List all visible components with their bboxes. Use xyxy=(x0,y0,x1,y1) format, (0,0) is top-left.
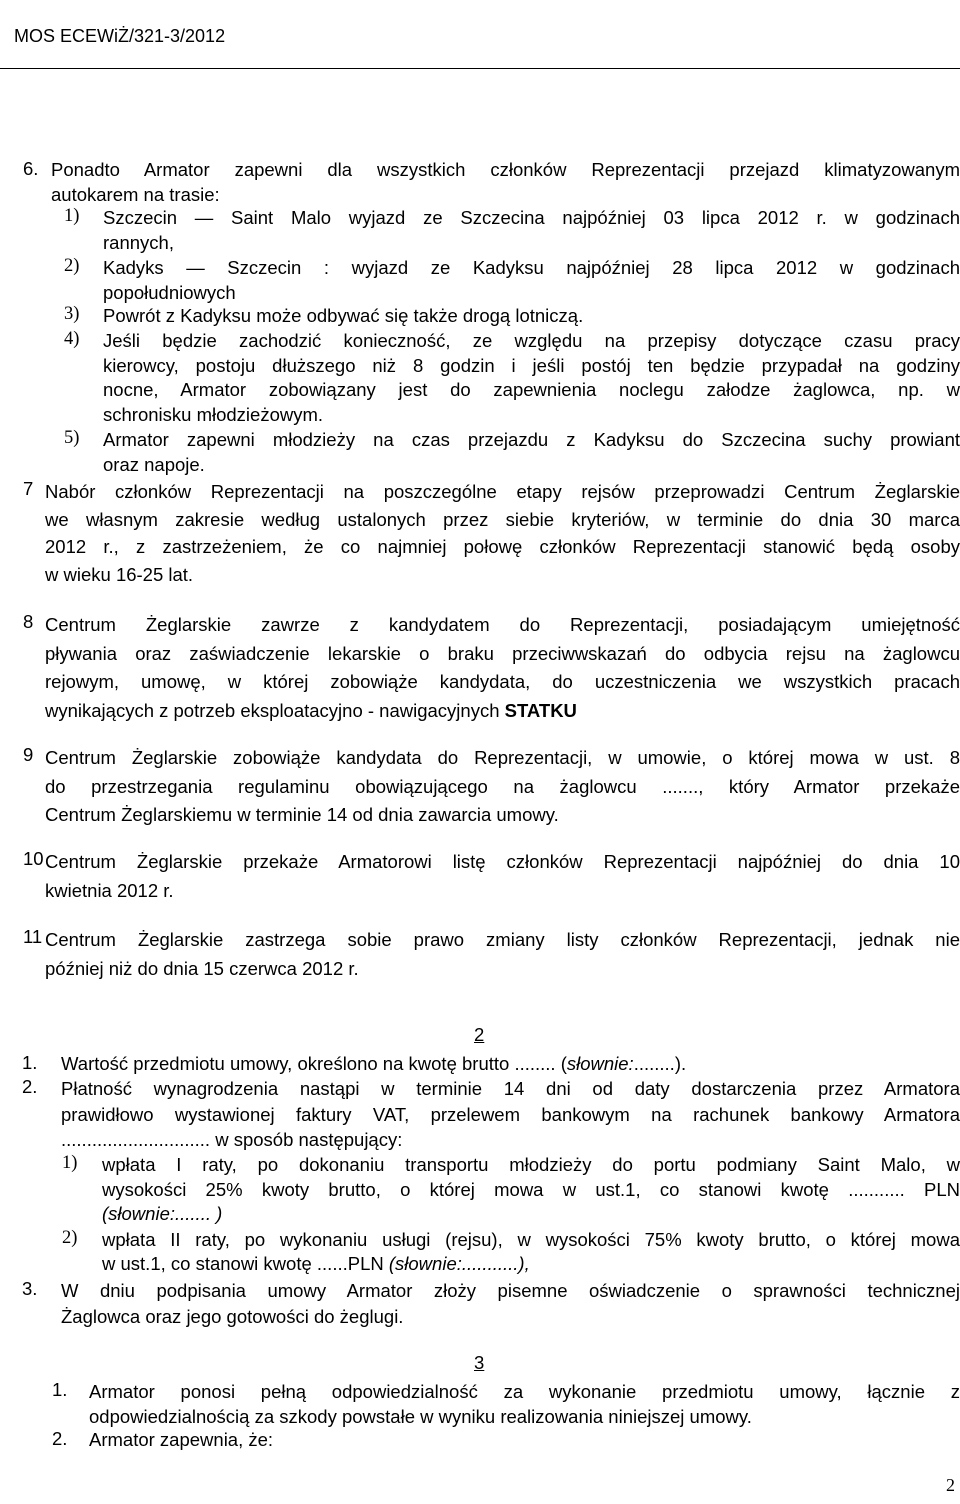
item-10-line-1: Centrum Żeglarskie przekaże Armatorowi listę członków Reprezentacji najpóźniej do dnia 10 xyxy=(45,851,960,872)
item-11-number: 11 xyxy=(23,926,43,947)
section-3-heading: 3 xyxy=(474,1352,485,1373)
item-7-line-3: 2012 r., z zastrzeżeniem, że co najmniej połowę członków Reprezentacji stanowić będą osoby xyxy=(45,536,960,557)
section-2-p2-line-2: prawidłowo wystawionej faktury VAT, przelewem bankowym na rachunek bankowy Armatora xyxy=(61,1103,960,1125)
item-6-sub-4-number: 4) xyxy=(64,329,80,349)
item-7-line-4: w wieku 16-25 lat. xyxy=(45,563,194,585)
item-9-line-2: do przestrzegania regulaminu obowiązującego na żaglowcu ......., który Armator przekaże xyxy=(45,775,960,797)
item-6-sub-4-line-2: kierowcy, postoju dłuższego niż 8 godzin i jeśli postój ten będzie przypadał na godziny xyxy=(103,354,960,376)
document-header: MOS ECEWiŻ/321-3/2012 xyxy=(14,26,226,46)
item-6-sub-4-line-4: schronisku młodzieżowym. xyxy=(103,403,324,425)
section-3-p1-number: 1. xyxy=(52,1379,68,1400)
section-2-p3-line-1: W dniu podpisania umowy Armator złoży pisemne oświadczenie o sprawności technicznej xyxy=(61,1280,960,1301)
item-6-sub-2-number: 2) xyxy=(64,256,80,276)
item-6-sub-5-number: 5) xyxy=(64,428,80,448)
section-2-p1-text xyxy=(61,1052,960,1077)
item-9-number: 9 xyxy=(23,744,34,765)
section-2-p3-line-2: Żaglowca oraz jego gotowości do żeglugi. xyxy=(61,1305,404,1327)
section-2-p1-line xyxy=(61,1052,960,1077)
header-divider xyxy=(0,68,960,69)
item-8-statku: STATKU xyxy=(504,699,577,721)
section-2-heading: 2 xyxy=(474,1024,485,1045)
section-2-p2-sub-2-number: 2) xyxy=(62,1228,78,1248)
item-6-sub-5-line-2: oraz napoje. xyxy=(103,453,205,475)
item-6-sub-3-text xyxy=(103,304,960,329)
item-6-text xyxy=(51,158,960,207)
section-2-p1-suffix: ........). xyxy=(633,1053,687,1074)
item-8-number: 8 xyxy=(23,611,34,632)
section-2-p1-number: 1. xyxy=(22,1052,38,1073)
section-2-p2-line-1: Płatność wynagrodzenia nastąpi w terminie 14 dni od daty dostarczenia przez Armatora xyxy=(61,1078,960,1099)
item-10-text xyxy=(45,848,960,905)
section-2-p2-sub-2-line-1: wpłata II raty, po wykonaniu usługi (rejsu), w wysokości 75% kwoty brutto, o której mowa xyxy=(102,1229,960,1250)
item-8-line-2: pływania oraz zaświadczenie lekarskie o braku przeciwwskazań do odbycia rejsu na żaglowcu xyxy=(45,642,960,664)
item-7-text xyxy=(45,478,960,588)
item-11-line-2: później niż do dnia 15 czerwca 2012 r. xyxy=(45,957,359,979)
section-3-p1-text xyxy=(89,1379,960,1429)
section-2-p2-sub-2-line-2-text: w ust.1, co stanowi kwotę ......PLN xyxy=(102,1253,389,1274)
item-9-text xyxy=(45,744,960,830)
section-2-p3-number: 3. xyxy=(22,1278,38,1299)
item-6-sub-5-line-1: Armator zapewni młodzieży na czas przejazdu z Kadyksu do Szczecina suchy prowiant xyxy=(103,429,960,450)
section-2-p1-slownie: słownie: xyxy=(566,1053,634,1074)
item-6-sub-1-line-2: rannych, xyxy=(103,231,174,253)
item-6-sub-2-line-2: popołudniowych xyxy=(103,281,236,303)
section-3-p1-line-1: Armator ponosi pełną odpowiedzialność za wykonanie przedmiotu umowy, łącznie z xyxy=(89,1381,960,1402)
section-2-p3-text xyxy=(61,1278,960,1329)
section-2-p2-sub-2-slownie: (słownie:...........), xyxy=(388,1253,530,1274)
item-11-text xyxy=(45,926,960,983)
item-10-line-2: kwietnia 2012 r. xyxy=(45,879,174,901)
page-number: 2 xyxy=(946,1475,955,1495)
item-6-line-1: Ponadto Armator zapewni dla wszystkich członków Reprezentacji przejazd klimatyzowanym xyxy=(51,159,960,180)
section-2-p2-sub-1-number: 1) xyxy=(62,1153,78,1173)
item-10-number: 10 xyxy=(23,848,44,869)
item-8-line-3: rejowym, umowę, w której zobowiąże kandydata, do uczestniczenia we wszystkich pracach xyxy=(45,671,960,692)
item-6-sub-3-number: 3) xyxy=(64,304,80,324)
section-3-p2-line: Armator zapewnia, że: xyxy=(89,1429,274,1450)
item-9-line-3: Centrum Żeglarskiemu w terminie 14 od dnia zawarcia umowy. xyxy=(45,804,559,825)
item-6-sub-4-line-3: nocne, Armator zobowiązany jest do zapewnienia noclegu załodze żaglowca, np. w xyxy=(103,379,960,400)
section-2-p1-prefix: Wartość przedmiotu umowy, określono na kwotę brutto ........ ( xyxy=(61,1053,567,1074)
item-6-number: 6. xyxy=(23,158,39,179)
item-8-text xyxy=(45,611,960,725)
item-6-sub-4-line-1: Jeśli będzie zachodzić konieczność, ze względu na przepisy dotyczące czasu pracy xyxy=(103,330,960,351)
section-2-p2-line-3: ............................. w sposób następujący: xyxy=(61,1129,403,1150)
item-11-line-1: Centrum Żeglarskie zastrzega sobie prawo zmiany listy członków Reprezentacji, jednak nie xyxy=(45,929,960,950)
item-6-sub-5-text xyxy=(103,428,960,477)
item-6-sub-4-text xyxy=(103,329,960,427)
section-2-p2-sub-1-line-2: wysokości 25% kwoty brutto, o której mowa w ust.1, co stanowi kwotę ........... PLN xyxy=(102,1178,960,1200)
item-8-line-1: Centrum Żeglarskie zawrze z kandydatem do Reprezentacji, posiadającym umiejętność xyxy=(45,614,960,635)
item-6-sub-1-number: 1) xyxy=(64,206,80,226)
item-6-sub-3-line-1: Powrót z Kadyksu może odbywać się także drogą lotniczą. xyxy=(103,305,584,326)
item-6-sub-1-line-1: Szczecin ― Saint Malo wyjazd ze Szczecina najpóźniej 03 lipca 2012 r. w godzinach xyxy=(103,207,960,228)
item-8-line-4-text: wynikających z potrzeb eksploatacyjno - nawigacyjnych xyxy=(45,699,505,721)
section-3-p1-line-2: odpowiedzialnością za szkody powstałe w wyniku realizowania niniejszej umowy. xyxy=(89,1406,752,1427)
section-2-p2-sub-2-text xyxy=(102,1228,960,1276)
item-7-line-1: Nabór członków Reprezentacji na poszczególne etapy rejsów przeprowadzi Centrum Żeglarskie xyxy=(45,481,960,502)
section-2-p2-sub-2-line-2 xyxy=(102,1252,960,1276)
section-2-p2-sub-1-text xyxy=(102,1153,960,1227)
item-6-sub-2-line-1: Kadyks ― Szczecin : wyjazd ze Kadyksu najpóźniej 28 lipca 2012 w godzinach xyxy=(103,257,960,278)
item-7-number: 7 xyxy=(23,478,34,499)
section-2-p2-sub-1-line-3: (słownie:....... ) xyxy=(102,1203,223,1224)
item-9-line-1: Centrum Żeglarskie zobowiąże kandydata do Reprezentacji, w umowie, o której mowa w ust. 8 xyxy=(45,747,960,768)
section-2-p2-sub-1-line-1: wpłata I raty, po dokonaniu transportu młodzieży do portu podmiany Saint Malo, w xyxy=(102,1154,960,1175)
item-6-sub-2-text xyxy=(103,256,960,305)
section-3-p2-number: 2. xyxy=(52,1428,68,1449)
section-2-p2-text xyxy=(61,1076,960,1153)
item-7-line-2: we własnym zakresie według ustalonych przez siebie kryteriów, w terminie do dnia 30 marca xyxy=(45,508,960,530)
section-2-p2-number: 2. xyxy=(22,1076,38,1097)
section-3-p2-text xyxy=(89,1428,960,1453)
item-8-line-4 xyxy=(45,697,960,726)
item-6-sub-1-text xyxy=(103,206,960,255)
item-6-line-2: autokarem na trasie: xyxy=(51,183,220,205)
